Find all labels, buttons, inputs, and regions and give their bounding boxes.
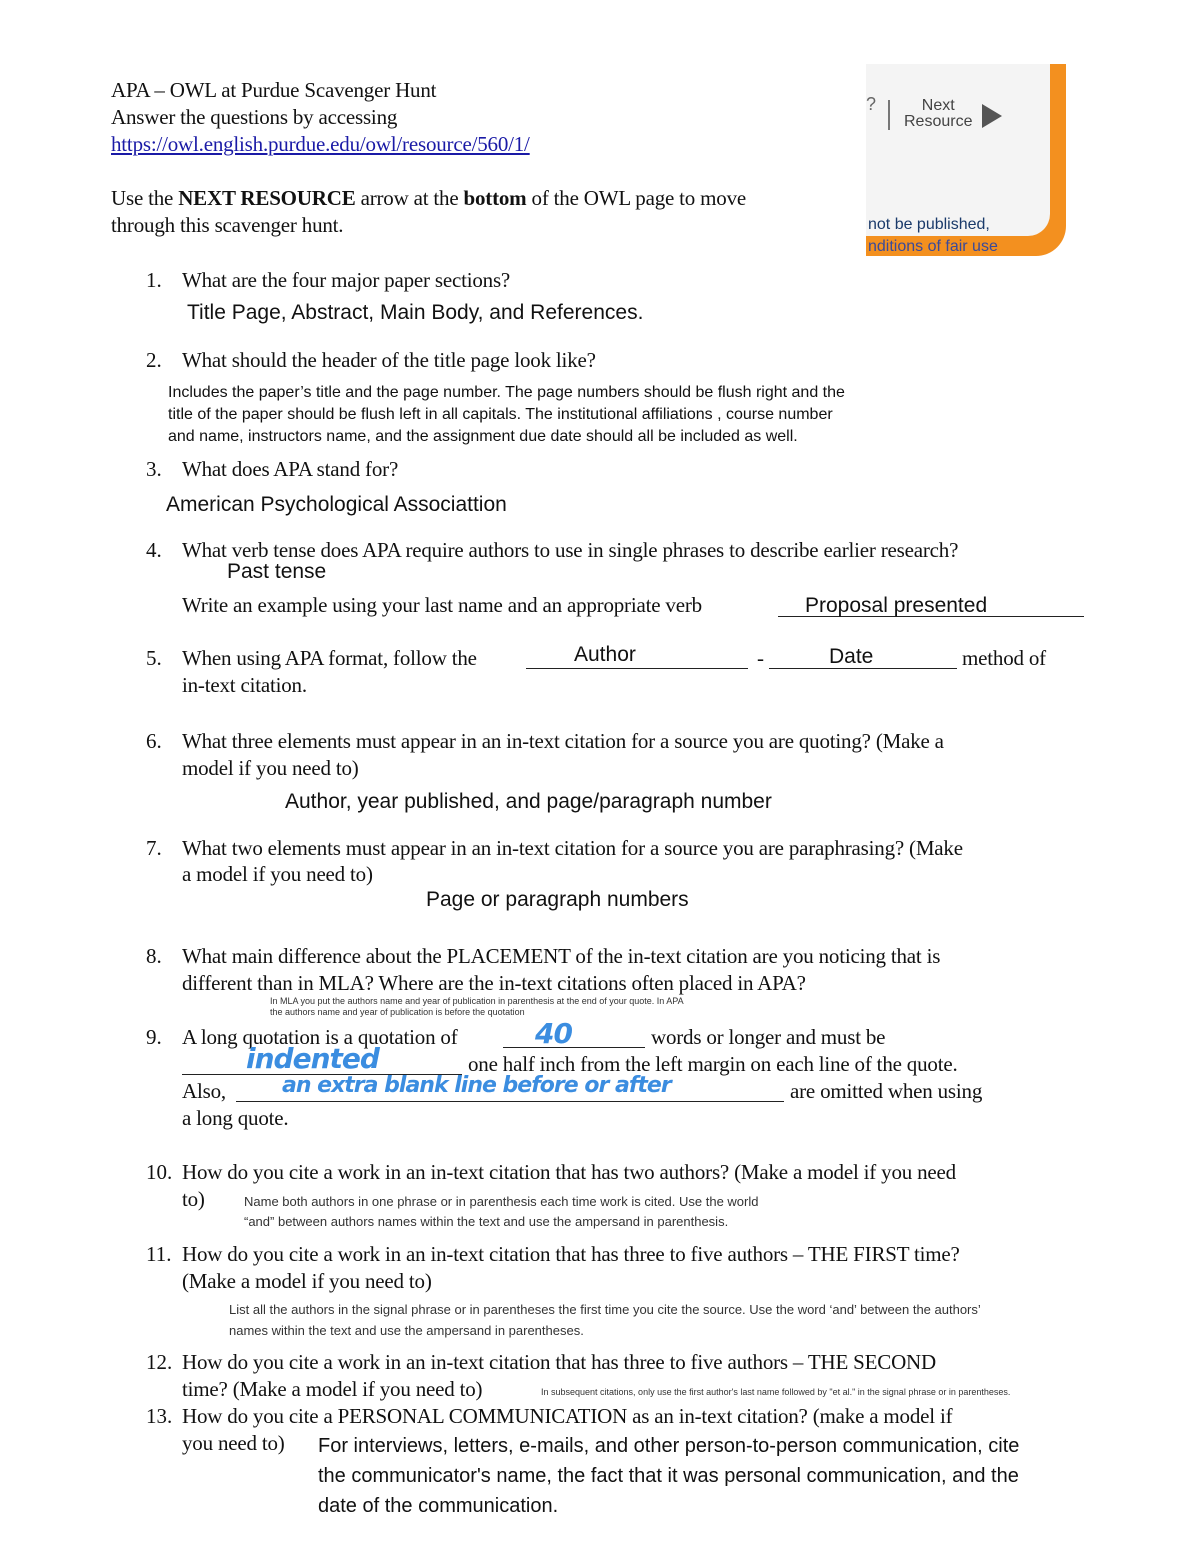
q2-answer[interactable] xyxy=(168,382,845,448)
q7-answer[interactable]: Page or paragraph numbers xyxy=(426,888,689,911)
instructions-line2: through this scavenger hunt. xyxy=(111,213,344,237)
q5-dash: - xyxy=(757,646,764,670)
q10-number: 10. xyxy=(146,1160,173,1184)
q13-answer[interactable] xyxy=(318,1431,1019,1521)
q13-text: How do you cite a PERSONAL COMMUNICATION as an in-text citation? (make a model if xyxy=(182,1404,953,1428)
instr-pre: Use the xyxy=(111,186,179,210)
q10-answer-line: Name both authors in one phrase or in parenthesis each time work is cited. Use the world xyxy=(244,1194,759,1209)
next-resource-button[interactable] xyxy=(904,98,972,130)
q9-blank-2[interactable] xyxy=(182,1042,462,1075)
owl-link-text[interactable]: https://owl.english.purdue.edu/owl/resource/560/1/ xyxy=(111,132,530,156)
q5-number: 5. xyxy=(146,646,162,670)
q11-answer[interactable] xyxy=(229,1299,981,1341)
instr-mid: arrow at the xyxy=(355,186,464,210)
q1-answer[interactable]: Title Page, Abstract, Main Body, and References. xyxy=(187,301,644,324)
q5-blank-2[interactable] xyxy=(769,646,957,669)
q2-answer-line: and name, instructors name, and the assignment due date should all be included as well. xyxy=(168,428,798,445)
q11-answer-line: List all the authors in the signal phrase or in parentheses the first time you cite the source. Use the word ‘and’ between the authors’ xyxy=(229,1302,981,1317)
q4-answer[interactable]: Past tense xyxy=(227,560,327,583)
q10-answer-line: “and” between authors names within the text and use the ampersand in parenthesis. xyxy=(244,1214,729,1229)
q2-number: 2. xyxy=(146,348,162,372)
q6-text: What three elements must appear in an in-text citation for a source you are quoting? (Make a xyxy=(182,729,944,753)
q11-answer-line: names within the text and use the ampersand in parentheses. xyxy=(229,1323,584,1338)
q9-text-mid: words or longer and must be xyxy=(651,1025,886,1049)
widget-panel xyxy=(866,64,1050,236)
q8-answer-line: the authors name and year of publication is before the quotation xyxy=(270,1007,525,1017)
q8-number: 8. xyxy=(146,944,162,968)
q7-text: What two elements must appear in an in-text citation for a source you are paraphrasing? (Make xyxy=(182,836,963,860)
q5-text-line2: in-text citation. xyxy=(182,673,307,697)
q9-text-line3: are omitted when using xyxy=(790,1079,983,1103)
q11-number: 11. xyxy=(146,1242,172,1266)
q12-text: How do you cite a work in an in-text citation that has three to five authors – THE SECOND xyxy=(182,1350,936,1374)
q10-text: How do you cite a work in an in-text citation that has two authors? (Make a model if you need xyxy=(182,1160,956,1184)
q2-text: What should the header of the title page look like? xyxy=(182,348,596,372)
next-label: Next xyxy=(921,97,955,114)
q9-blank-1-answer: 40 xyxy=(535,1017,572,1050)
instr-bold-bottom: bottom xyxy=(463,186,527,210)
resource-label: Resource xyxy=(904,113,973,130)
q4-text: What verb tense does APA require authors to use in single phrases to describe earlier research? xyxy=(182,538,959,562)
q8-answer-line: In MLA you put the authors name and year of publication in parenthesis at the end of your quote. In APA xyxy=(270,996,684,1006)
q11-text-line2: (Make a model if you need to) xyxy=(182,1269,432,1293)
q13-answer-line: For interviews, letters, e-mails, and other person-to-person communication, cite xyxy=(318,1435,1020,1457)
instructions xyxy=(111,186,746,211)
q3-answer[interactable]: American Psychological Associattion xyxy=(166,493,507,516)
q7-number: 7. xyxy=(146,836,162,860)
q9-blank-2-answer: indented xyxy=(246,1042,379,1075)
q12-answer[interactable]: In subsequent citations, only use the first author's last name followed by "et al." in the signal phrase or in parentheses. xyxy=(541,1387,1011,1397)
q3-number: 3. xyxy=(146,457,162,481)
q11-text: How do you cite a work in an in-text citation that has three to five authors – THE FIRST time? xyxy=(182,1242,960,1266)
q5-blank-1[interactable] xyxy=(526,643,748,669)
q13-answer-line: the communicator's name, the fact that it was personal communication, and the xyxy=(318,1465,1019,1487)
q4-number: 4. xyxy=(146,538,162,562)
q9-text-line4: a long quote. xyxy=(182,1106,289,1130)
q6-text-line2: model if you need to) xyxy=(182,756,359,780)
q8-text-line2: different than in MLA? Where are the in-text citations often placed in APA? xyxy=(182,971,806,995)
q4-example-answer: Proposal presented xyxy=(805,594,988,617)
q13-number: 13. xyxy=(146,1404,173,1428)
q12-text-line2: time? (Make a model if you need to) xyxy=(182,1377,483,1401)
q4-example-field[interactable] xyxy=(778,594,1084,617)
q13-answer-line: date of the communication. xyxy=(318,1495,559,1517)
q3-text: What does APA stand for? xyxy=(182,457,399,481)
q13-text-line2: you need to) xyxy=(182,1431,285,1455)
q6-answer[interactable]: Author, year published, and page/paragraph number xyxy=(285,790,772,813)
q5-blank-1-answer: Author xyxy=(574,643,636,666)
q8-text: What main difference about the PLACEMENT of the in-text citation are you noticing that is xyxy=(182,944,941,968)
instr-post: of the OWL page to move xyxy=(526,186,746,210)
q10-answer[interactable] xyxy=(244,1192,758,1232)
q10-text-line2: to) xyxy=(182,1187,205,1211)
owl-link[interactable] xyxy=(111,132,530,157)
q9-blank-3-answer: an extra blank line before or after xyxy=(282,1073,671,1098)
q8-answer[interactable] xyxy=(270,996,684,1018)
q12-number: 12. xyxy=(146,1350,173,1374)
q5-text: When using APA format, follow the xyxy=(182,646,477,670)
q5-text-post: method of xyxy=(962,646,1046,670)
q9-number: 9. xyxy=(146,1025,162,1049)
q9-text-line2: one half inch from the left margin on each line of the quote. xyxy=(468,1052,958,1076)
q9-blank-3[interactable] xyxy=(236,1073,784,1102)
play-arrow-icon xyxy=(980,102,1004,130)
divider xyxy=(888,100,890,130)
q9-also: Also, xyxy=(182,1079,226,1103)
q1-text: What are the four major paper sections? xyxy=(182,268,511,292)
subtitle: Answer the questions by accessing xyxy=(111,105,398,129)
q9-text-pre: A long quotation is a quotation of xyxy=(182,1025,458,1049)
q9-blank-1[interactable] xyxy=(503,1017,645,1050)
q6-number: 6. xyxy=(146,729,162,753)
widget-caption-1: not be published, xyxy=(868,216,990,233)
q1-number: 1. xyxy=(146,268,162,292)
q4-example-prompt: Write an example using your last name and an appropriate verb xyxy=(182,593,702,617)
page-title: APA – OWL at Purdue Scavenger Hunt xyxy=(111,78,437,102)
q2-answer-line: title of the paper should be flush left in all capitals. The institutional affiliations , course number xyxy=(168,406,833,423)
question-mark-icon: ? xyxy=(866,94,877,114)
q5-blank-2-answer: Date xyxy=(829,645,874,668)
widget-caption-2: nditions of fair use xyxy=(868,238,998,255)
q2-answer-line: Includes the paper’s title and the page number. The page numbers should be flush right and the xyxy=(168,384,845,401)
instr-bold-next: NEXT RESOURCE xyxy=(178,186,356,210)
widget-caption-2-clip xyxy=(866,238,1026,255)
q7-text-line2: a model if you need to) xyxy=(182,862,373,886)
